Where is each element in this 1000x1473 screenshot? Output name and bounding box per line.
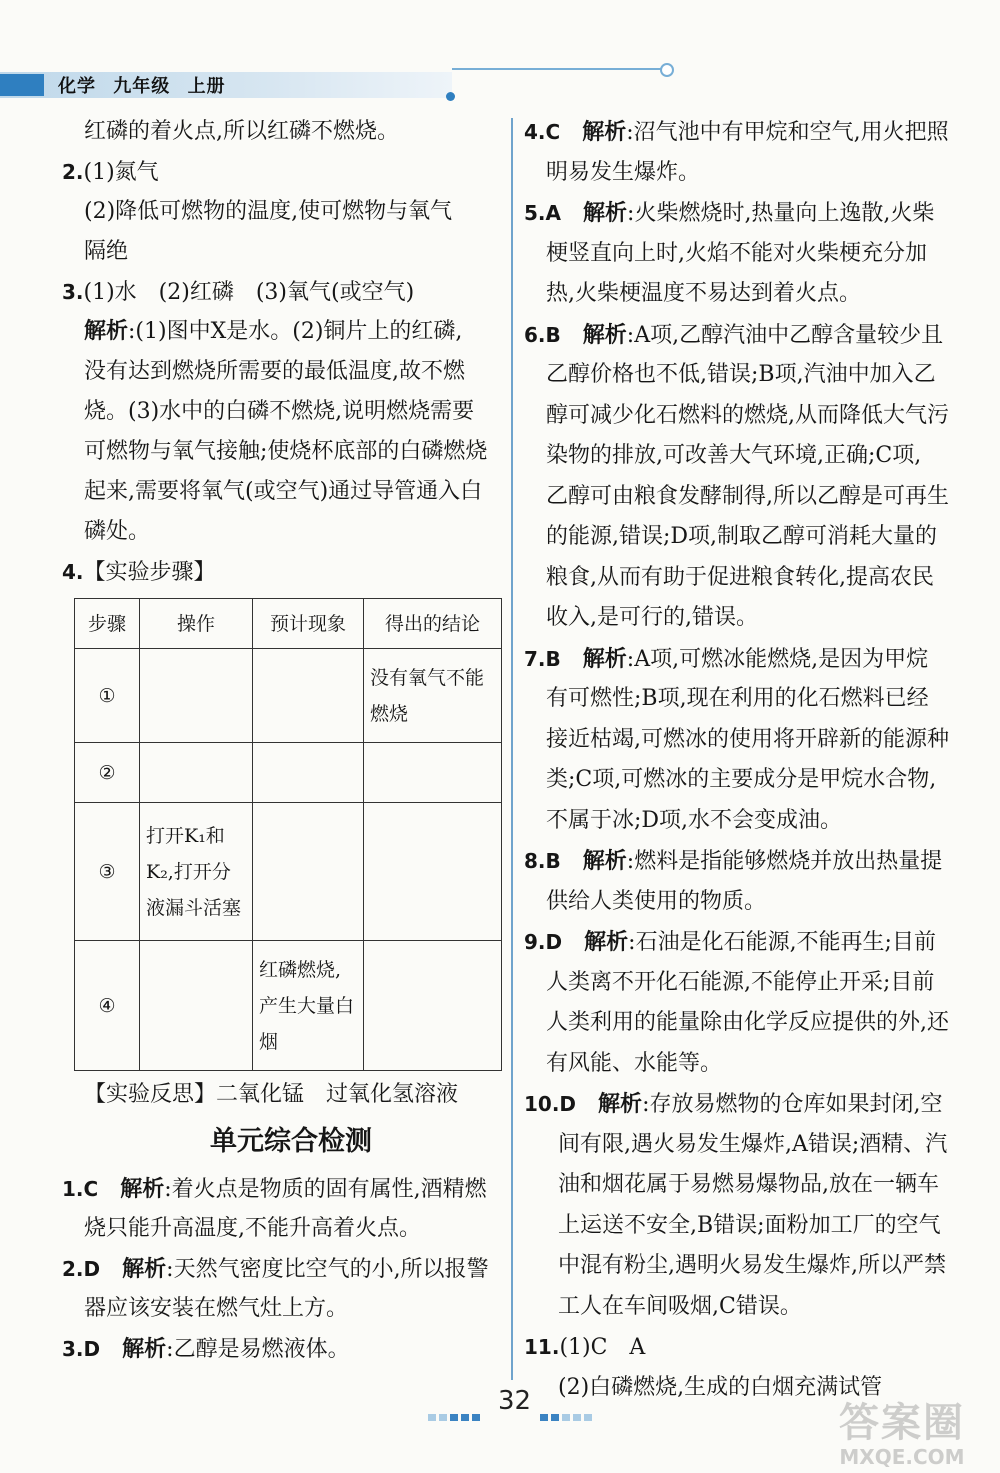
- explanation-label: 解析: [84, 319, 129, 344]
- question-number: 5.A: [524, 201, 561, 225]
- text-line: 类;C项,可燃冰的主要成分是甲烷水合物,: [546, 767, 937, 792]
- explanation-label: 解析: [582, 120, 627, 145]
- phenomenon-cell: [253, 649, 364, 743]
- section-label: 【实验步骤】: [83, 560, 216, 585]
- explanation-text: :沼气池中有甲烷和空气,用火把照: [626, 120, 949, 145]
- text-line: 隔绝: [84, 239, 129, 264]
- explanation-text: :存放易燃物的仓库如果封闭,空: [642, 1092, 943, 1117]
- text-line: 的能源,错误;D项,制取乙醇可消耗大量的: [546, 524, 938, 549]
- text-line: 可燃物与氧气接触;使烧杯底部的白磷燃烧: [84, 439, 488, 464]
- question-number: 4.C: [524, 120, 561, 144]
- explanation-line: [62, 312, 502, 352]
- text-line: 器应该安装在燃气灶上方。: [84, 1296, 349, 1321]
- explanation-text: :天然气密度比空气的小,所以报警: [166, 1257, 489, 1282]
- answer-text: (1)水 (2)红磷 (3)氧气(或空气): [83, 280, 415, 305]
- explanation-label: 解析: [583, 201, 628, 226]
- explanation-text: :A项,可燃冰能燃烧,是因为甲烷: [626, 646, 929, 672]
- answer-5: [524, 193, 964, 234]
- step-cell: ①: [75, 649, 140, 743]
- explanation-label: 解析: [122, 1257, 167, 1282]
- answer-text: (1)C A: [559, 1335, 646, 1360]
- step-cell: ③: [75, 803, 140, 941]
- answer-2: [62, 152, 502, 192]
- watermark-text: 答案圈: [839, 1400, 965, 1446]
- header-dot-ornament: [446, 92, 455, 101]
- table-row: [75, 803, 502, 941]
- answer-3: [62, 1329, 502, 1369]
- phenomenon-cell: [253, 803, 364, 941]
- explanation-text: :燃料是指能够燃烧并放出热量提: [626, 849, 943, 874]
- text-line: 乙醇可由粮食发酵制得,所以乙醇是可再生: [546, 483, 949, 509]
- text-line: 梗竖直向上时,火焰不能对火柴梗充分加: [546, 240, 927, 266]
- experiment-reflection: 【实验反思】二氧化锰 过氧化氢溶液: [84, 1082, 459, 1107]
- answer-1: [62, 1169, 502, 1209]
- text-line: 不属于冰;D项,水不会变成油。: [546, 807, 843, 833]
- text-line: (2)降低可燃物的温度,使可燃物与氧气: [84, 199, 453, 224]
- answer-4: [62, 552, 502, 592]
- table-header-cell: 步骤: [75, 599, 140, 649]
- explanation-text: :A项,乙醇汽油中乙醇含量较少且: [626, 322, 944, 348]
- question-number: 4.: [62, 560, 84, 584]
- answer-7: [524, 639, 964, 680]
- question-number: 2.D: [62, 1257, 101, 1281]
- text-line: 上运送不安全,B错误;面粉加工厂的空气: [558, 1212, 941, 1238]
- text-line: 明易发生爆炸。: [546, 159, 701, 185]
- text-line: 醇可减少化石燃料的燃烧,从而降低大气污: [546, 402, 949, 428]
- explanation-text: :石油是化石能源,不能再生;目前: [628, 930, 936, 955]
- question-number: 11.: [524, 1335, 560, 1359]
- conclusion-cell: [364, 743, 502, 803]
- explanation-label: 解析: [582, 646, 627, 672]
- operation-cell: [140, 941, 253, 1071]
- text-line: 起来,需要将氧气(或空气)通过导管通入白: [84, 479, 483, 504]
- explanation-label: 解析: [582, 322, 627, 348]
- text-line: 间有限,遇火易发生爆炸,A错误;酒精、汽: [558, 1131, 948, 1157]
- text-line: 人类离不开化石能源,不能停止开采;目前: [546, 969, 935, 995]
- page-header: [0, 60, 1000, 110]
- answer-10: [524, 1084, 964, 1125]
- answer-4: [524, 112, 964, 153]
- left-column: [62, 112, 502, 1369]
- footer-ornament-left: [428, 1402, 483, 1409]
- conclusion-cell: [364, 803, 502, 941]
- operation-cell: [140, 743, 253, 803]
- question-number: 9.D: [524, 930, 563, 954]
- text-line: 油和烟花属于易燃易爆物品,放在一辆车: [558, 1172, 939, 1197]
- explanation-label: 解析: [582, 849, 627, 874]
- header-rule: [452, 68, 662, 70]
- question-number: 3.D: [62, 1337, 101, 1361]
- header-title: [58, 72, 226, 98]
- explanation-label: 解析: [122, 1337, 167, 1362]
- column-divider: [511, 118, 513, 1380]
- experiment-table: [74, 598, 502, 1071]
- table-header-cell: 得出的结论: [364, 599, 502, 649]
- text-line: 人类利用的能量除由化学反应提供的外,还: [546, 1010, 949, 1035]
- text-line: 收入,是可行的,错误。: [546, 605, 758, 630]
- step-cell: ②: [75, 743, 140, 803]
- phenomenon-cell: [253, 743, 364, 803]
- text-line: 磷处。: [84, 519, 151, 544]
- section-title: 单元综合检测: [210, 1126, 372, 1157]
- watermark-logo: [812, 1400, 992, 1470]
- table-header-cell: 预计现象: [253, 599, 364, 649]
- header-accent-block: [0, 74, 44, 96]
- answer-6: [524, 315, 964, 356]
- operation-cell: [140, 649, 253, 743]
- answer-9: [524, 922, 964, 963]
- question-number: 2.: [62, 160, 84, 184]
- conclusion-cell: 没有氧气不能燃烧: [364, 649, 502, 743]
- text-line: 供给人类使用的物质。: [546, 888, 767, 914]
- step-cell: ④: [75, 941, 140, 1071]
- table-row: [75, 649, 502, 743]
- text-line: 接近枯竭,可燃冰的使用将开辟新的能源种: [546, 726, 949, 752]
- table-header-row: [75, 599, 502, 649]
- watermark-url: MXQE.COM: [839, 1445, 965, 1469]
- text-line: 烧只能升高温度,不能升高着火点。: [84, 1216, 421, 1241]
- text-line: (2)白磷燃烧,生成的白烟充满试管: [558, 1374, 883, 1400]
- text-line: 染物的排放,可改善大气环境,正确;C项,: [546, 443, 922, 468]
- table-row: [75, 743, 502, 803]
- table-header-cell: 操作: [140, 599, 253, 649]
- text-line: 中混有粉尘,遇明火易发生爆炸,所以严禁: [558, 1253, 946, 1278]
- answer-text: (1)氮气: [83, 160, 159, 185]
- question-number: 10.D: [524, 1092, 577, 1116]
- header-ring-ornament: [660, 63, 674, 77]
- question-number: 6.B: [524, 322, 561, 347]
- operation-cell: 打开K₁和K₂,打开分液漏斗活塞: [140, 803, 253, 941]
- explanation-text: :(1)图中X是水。(2)铜片上的红磷,: [128, 319, 463, 344]
- explanation-label: 解析: [598, 1092, 643, 1117]
- explanation-text: :着火点是物质的固有属性,酒精燃: [164, 1177, 487, 1202]
- header-subject: 化学: [58, 76, 96, 97]
- header-grade: 九年级: [113, 76, 171, 97]
- text-line: 工人在车间吸烟,C错误。: [558, 1293, 802, 1319]
- page-number: 32: [498, 1386, 532, 1416]
- header-volume: 上册: [187, 76, 226, 97]
- table-row: [75, 941, 502, 1071]
- explanation-text: :乙醇是易燃液体。: [166, 1337, 350, 1362]
- explanation-label: 解析: [584, 930, 629, 955]
- explanation-text: :火柴燃烧时,热量向上逸散,火柴: [627, 201, 935, 226]
- footer-ornament-right: [540, 1402, 595, 1409]
- text-line: 红磷的着火点,所以红磷不燃烧。: [84, 119, 399, 144]
- text-line: 烧。(3)水中的白磷不燃烧,说明燃烧需要: [84, 399, 475, 424]
- answer-2: [62, 1249, 502, 1289]
- answer-11: [524, 1327, 964, 1368]
- text-line: 热,火柴梗温度不易达到着火点。: [546, 281, 861, 306]
- answer-3: [62, 272, 502, 312]
- question-number: 8.B: [524, 849, 561, 873]
- question-number: 7.B: [524, 646, 561, 671]
- text-line: 没有达到燃烧所需要的最低温度,故不燃: [84, 359, 465, 384]
- text-line: 乙醇价格也不低,错误;B项,汽油中加入乙: [546, 362, 936, 387]
- answer-8: [524, 841, 964, 882]
- conclusion-cell: [364, 941, 502, 1071]
- text-line: 粮食,从而有助于促进粮食转化,提高农民: [546, 564, 934, 590]
- question-number: 1.C: [62, 1177, 99, 1201]
- question-number: 3.: [62, 280, 84, 304]
- explanation-label: 解析: [120, 1177, 165, 1202]
- right-column: [524, 112, 964, 1408]
- text-line: 有风能、水能等。: [546, 1050, 723, 1076]
- phenomenon-cell: 红磷燃烧,产生大量白烟: [253, 941, 364, 1071]
- text-line: 有可燃性;B项,现在利用的化石燃料已经: [546, 686, 929, 711]
